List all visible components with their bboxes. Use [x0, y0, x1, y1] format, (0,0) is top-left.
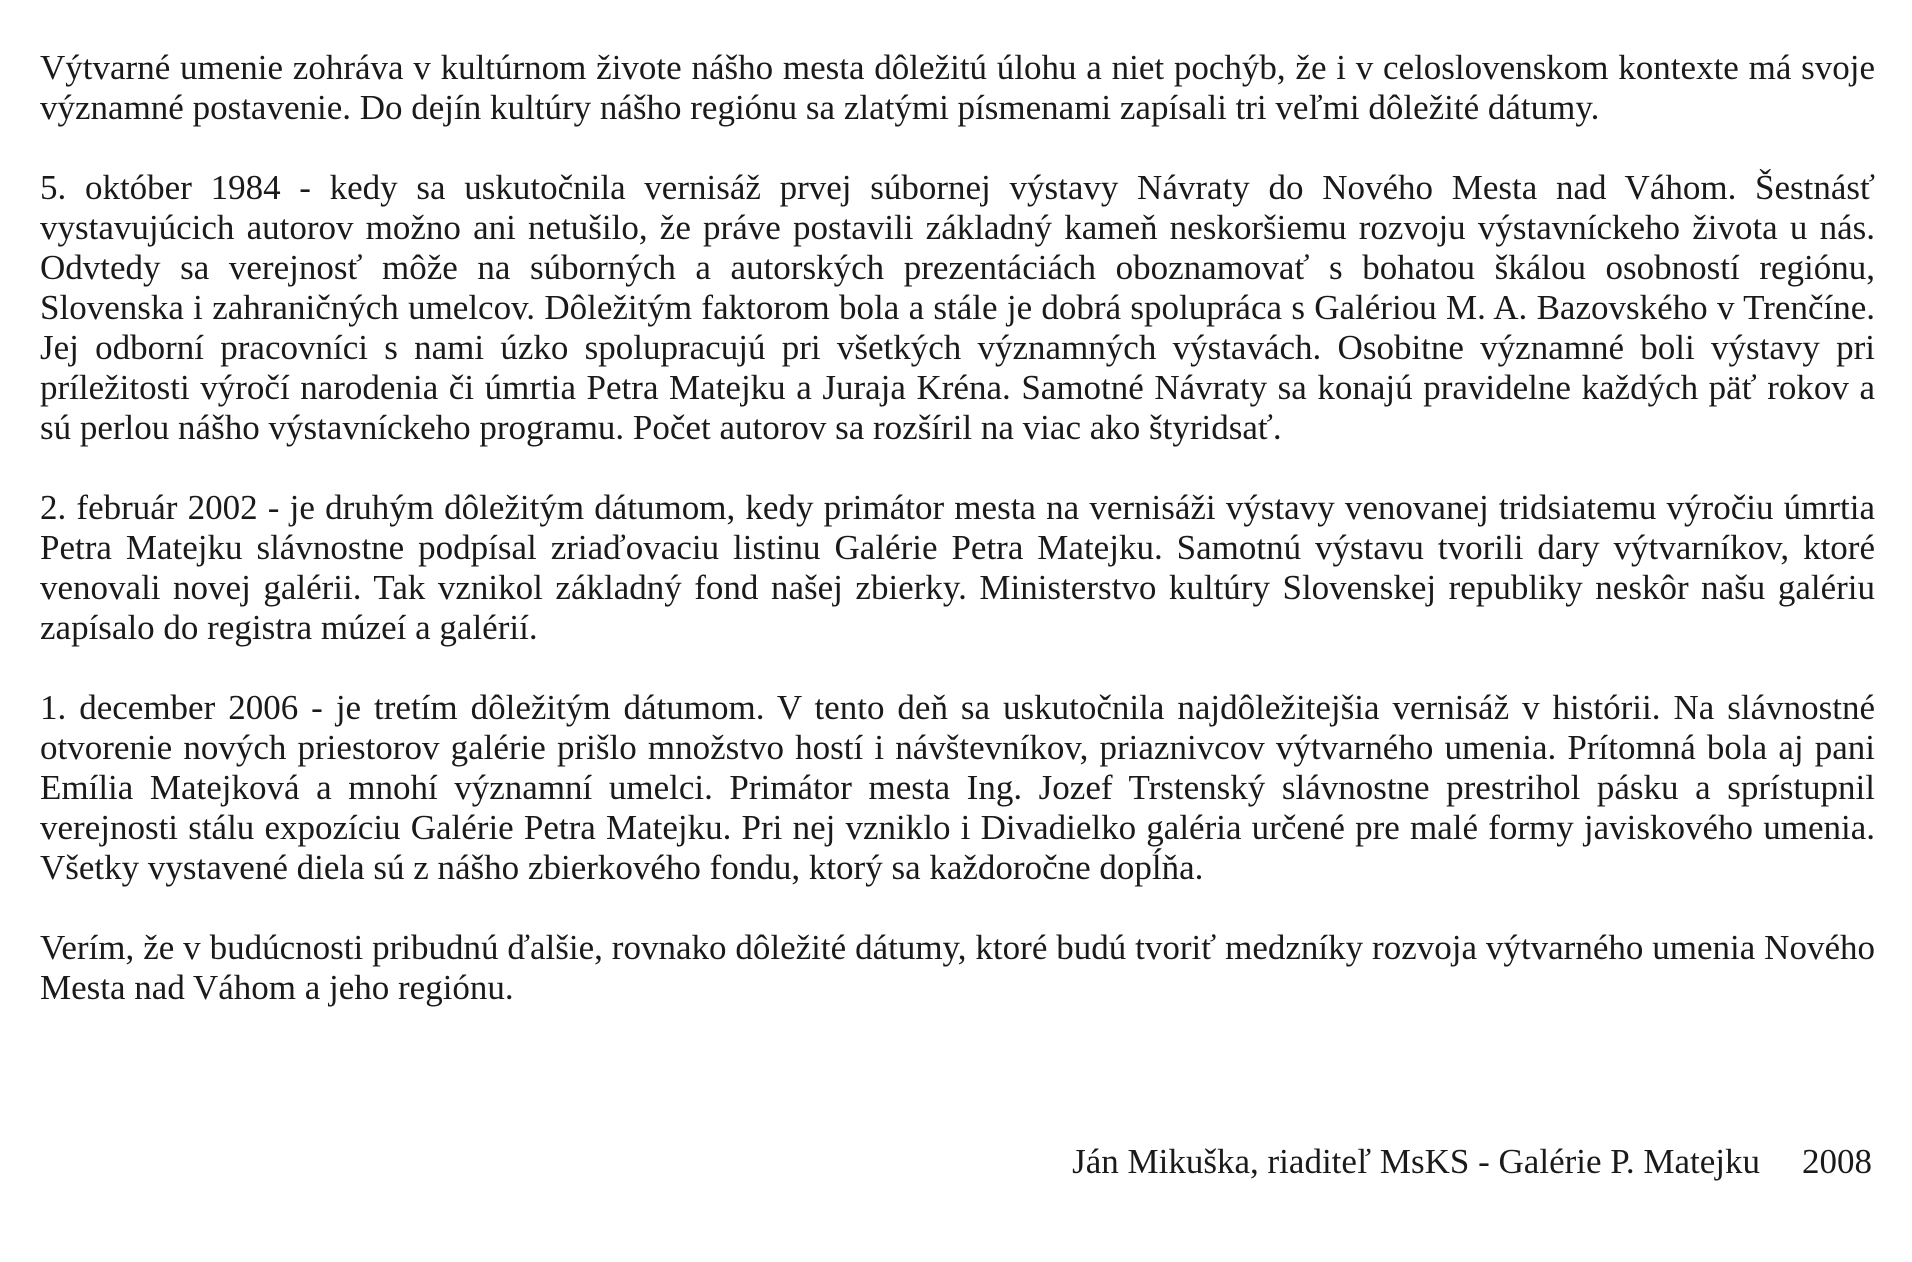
- intro-paragraph: Výtvarné umenie zohráva v kultúrnom živote nášho mesta dôležitú úlohu a niet pochýb, že i v celoslovenskom kontexte má svoje významné postavenie. Do dejín kultúry nášho regiónu sa zlatými písmenami zapísali tri veľmi dôležité dátumy.: [40, 48, 1875, 127]
- signature-author: Ján Mikuška, riaditeľ MsKS - Galérie P. Matejku: [1072, 1142, 1760, 1181]
- signature-line: [1072, 1142, 1872, 1182]
- closing-paragraph: Verím, že v budúcnosti pribudnú ďalšie, rovnako dôležité dátumy, ktoré budú tvoriť medzníky rozvoja výtvarného umenia Nového Mesta nad Váhom a jeho regiónu.: [40, 928, 1875, 1007]
- document-body: [40, 48, 1875, 1048]
- signature-year: 2008: [1802, 1142, 1872, 1181]
- paragraph-1984: 5. október 1984 - kedy sa uskutočnila vernisáž prvej súbornej výstavy Návraty do Nového Mesta nad Váhom. Šestnásť vystavujúcich autorov možno ani netušilo, že práve postavili základný kameň neskoršiemu rozvoju výstavníckeho života u nás. Odvtedy sa verejnosť môže na súborných a autorských prezentáciách oboznamovať s bohatou škálou osobností regiónu, Slovenska i zahraničných umelcov. Dôležitým faktorom bola a stále je dobrá spolupráca s Galériou M. A. Bazovského v Trenčíne. Jej odborní pracovníci s nami úzko spolupracujú pri všetkých významných výstavách. Osobitne významné boli výstavy pri príležitosti výročí narodenia či úmrtia Petra Matejku a Juraja Kréna. Samotné Návraty sa konajú pravidelne každých päť rokov a sú perlou nášho výstavníckeho programu. Počet autorov sa rozšíril na viac ako štyridsať.: [40, 168, 1875, 447]
- paragraph-2006: 1. december 2006 - je tretím dôležitým dátumom. V tento deň sa uskutočnila najdôležitejšia vernisáž v histórii. Na slávnostné otvorenie nových priestorov galérie prišlo množstvo hostí i návštevníkov, priaznivcov výtvarného umenia. Prítomná bola aj pani Emília Matejková a mnohí významní umelci. Primátor mesta Ing. Jozef Trstenský slávnostne prestrihol pásku a sprístupnil verejnosti stálu expozíciu Galérie Petra Matejku. Pri nej vzniklo i Divadielko galéria určené pre malé formy javiskového umenia. Všetky vystavené diela sú z nášho zbierkového fondu, ktorý sa každoročne dopĺňa.: [40, 688, 1875, 887]
- paragraph-2002: 2. február 2002 - je druhým dôležitým dátumom, kedy primátor mesta na vernisáži výstavy venovanej tridsiatemu výročiu úmrtia Petra Matejku slávnostne podpísal zriaďovaciu listinu Galérie Petra Matejku. Samotnú výstavu tvorili dary výtvarníkov, ktoré venovali novej galérii. Tak vznikol základný fond našej zbierky. Ministerstvo kultúry Slovenskej republiky neskôr našu galériu zapísalo do registra múzeí a galérií.: [40, 488, 1875, 647]
